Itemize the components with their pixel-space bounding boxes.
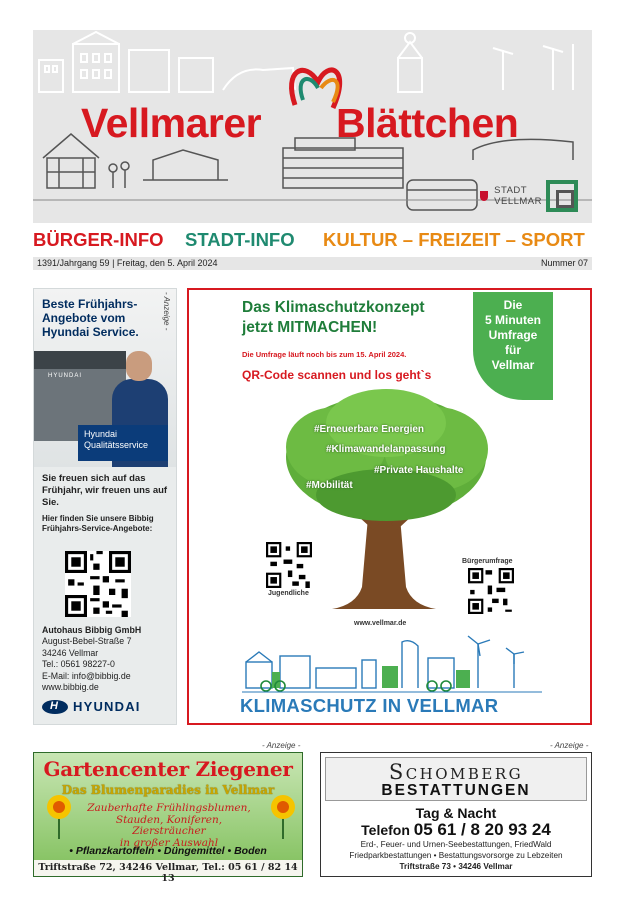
issue-number: Nummer 07 [540,258,588,268]
garten-offer-line1: Zauberhafte Frühlingsblumen, [87,802,251,814]
klima-date-note: Die Umfrage läuft noch bis zum 15. April 2024. [242,350,407,359]
label-jugendliche: Jugendliche [268,590,309,597]
bubble-line-2: 5 Minuten [485,313,541,327]
schomberg-services-line2: Friedparkbestattungen • Bestattungsvorsorge zu Lebzeiten [349,851,563,860]
garten-offer-text [84,803,254,849]
tag-mobilitaet: #Mobilität [306,480,353,491]
section-buerger-info: BÜRGER-INFO [33,229,164,250]
hyundai-phone: Tel.: 0561 98227-0 [42,659,115,670]
schomberg-subtitle: BESTATTUNGEN [381,782,531,799]
qr-code-jugendliche[interactable] [266,542,312,588]
gartencenter-ziegener-ad [33,752,303,884]
stadt-name: VELLMAR [494,196,542,207]
klimaschutz-poster [236,292,546,722]
klima-headline-line1: Das Klimaschutzkonzept [242,299,425,316]
tag-private-haushalte: #Private Haushalte [374,465,464,476]
schomberg-services-line1: Erd-, Feuer- und Urnen-Seebestattungen, FriedWald [360,840,552,849]
bubble-line-4: für [505,343,521,357]
hyundai-logo-icon [42,700,68,714]
qr-code-buergerumfrage[interactable] [468,568,514,614]
flower-icon [266,793,300,839]
hyundai-offer-text: Hier finden Sie unsere Bibbig Frühjahrs-Service-Angebote: [42,514,154,533]
masthead-title-part1: Vellmarer [81,100,262,146]
hyundai-address [42,625,176,693]
schomberg-tag-nacht: Tag & Nacht [415,805,497,821]
tag-klimawandelanpassung: #Klimawandelanpassung [326,444,446,455]
issue-bar [33,257,592,270]
bubble-line-3: Umfrage [488,328,538,342]
hyundai-anzeige-label: - Anzeige - [162,292,171,331]
flower-icon [42,793,76,839]
bubble-line-1: Die [503,298,523,312]
schomberg-phone-label: Telefon [361,822,410,838]
issue-date: 1391/Jahrgang 59 | Freitag, den 5. April 2024 [37,258,218,268]
city-crest-icon [480,191,488,201]
dealership-sign: HYUNDAI [48,373,83,379]
hyundai-website[interactable]: www.bibbig.de [42,682,99,693]
klima-headline-line2: jetzt MITMACHEN! [242,319,378,336]
hyundai-qr-code[interactable] [65,551,131,617]
hyundai-headline: Beste Frühjahrs-Angebote vom Hyundai Service. [42,297,139,339]
hyundai-service-badge: Hyundai Qualitätsservice [78,425,168,461]
garten-address: Triftstraße 72, 34246 Vellmar, Tel.: 05 61 / 82 14 13 [34,860,302,876]
hyundai-ad-photo [34,289,176,467]
masthead-title-part2: Blättchen [336,100,519,146]
klima-website[interactable]: www.vellmar.de [354,620,407,627]
hyundai-logo-text: HYUNDAI [73,699,141,714]
hyundai-email[interactable]: E-Mail: info@bibbig.de [42,670,131,681]
hyundai-company: Autohaus Bibbig GmbH [42,625,142,635]
garten-product-list: • Pflanzkartoffeln • Düngemittel • Boden [69,845,267,857]
schomberg-bestattungen-ad [320,752,592,877]
garten-offer-line3: in großer Auswahl [119,836,219,849]
garten-anzeige-label: - Anzeige - [262,741,301,750]
hyundai-street: August-Bebel-Straße 7 [42,636,132,647]
garten-offer-line2: Stauden, Koniferen, Ziersträucher [115,813,223,837]
hyundai-logo [42,699,141,714]
garten-subtitle: Das Blumenparadies in Vellmar [61,783,275,797]
section-kultur-freizeit-sport: KULTUR – FREIZEIT – SPORT [323,229,585,250]
schomberg-logo-box [325,757,587,801]
label-buergerumfrage: Bürgerumfrage [462,558,513,565]
schomberg-anzeige-label: - Anzeige - [550,741,589,750]
stadt-label: STADT [494,185,528,196]
klima-footer-title: KLIMASCHUTZ IN VELLMAR [240,695,499,716]
masthead [33,30,592,223]
klima-headline [242,298,425,338]
stadt-vellmar-logo [480,180,578,212]
vellmar-skyline-illustration [242,632,542,694]
hyundai-ad [33,288,177,725]
klima-survey-bubble [473,292,553,400]
hyundai-city: 34246 Vellmar [42,647,99,658]
section-headings [33,229,595,253]
stadt-logo-mark-icon [546,180,578,212]
schomberg-name: Schomberg [388,760,524,784]
hyundai-body-text: Sie freuen sich auf das Frühjahr, wir freuen uns auf Sie. [42,473,168,508]
service-technician-head [126,351,152,381]
tag-erneuerbare-energien: #Erneuerbare Energien [314,424,425,435]
klima-qr-cta: QR-Code scannen und los geht`s [242,368,432,382]
garten-title: Gartencenter Ziegener [43,757,293,781]
section-stadt-info: STADT-INFO [185,229,295,250]
schomberg-phone [321,820,591,840]
klimaschutz-ad [187,288,592,725]
schomberg-address: Triftstraße 73 • 34246 Vellmar [399,862,513,871]
schomberg-phone-number: 05 61 / 8 20 93 24 [413,820,551,839]
bubble-line-5: Vellmar [491,358,535,372]
